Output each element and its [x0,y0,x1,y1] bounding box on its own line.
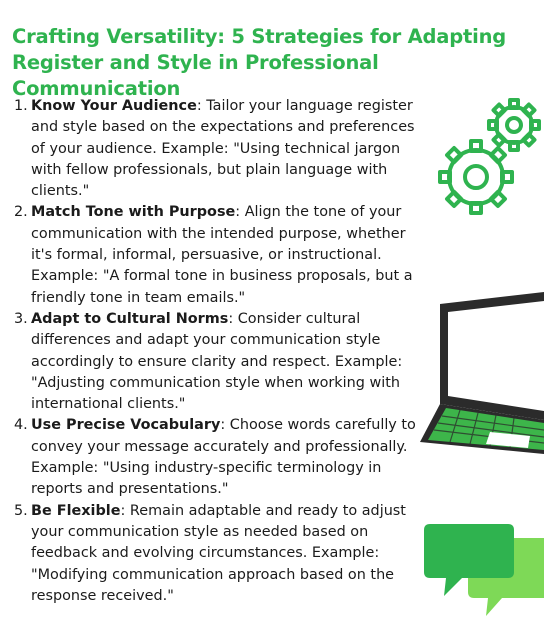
strategy-item-1 [14,96,426,202]
item-body [31,202,426,308]
item-body [31,96,426,202]
item-heading: Use Precise Vocabulary [31,417,221,434]
item-text: : Consider cultural differences and adapt your communication style accordingly to ensure clarity and respect. Example: "Adjusting communication style when working with international clients." [31,310,403,413]
item-text: : Choose words carefully to convey your message accurately and professionally. Example: "Using industry-specific terminology in reports and presentations." [31,417,416,498]
strategy-item-3 [14,309,426,415]
item-text: : Align the tone of your communication with the intended purpose, whether it's formal, informal, persuasive, or instructional. Example: "A formal tone in business proposals, but a friendly tone in team emails." [31,204,413,306]
item-number: 2. [14,204,28,221]
item-body [31,501,426,607]
strategy-item-5 [14,501,426,607]
item-heading: Match Tone with Purpose [31,204,236,221]
item-body [31,415,426,500]
item-heading: Be Flexible [31,502,121,519]
item-heading: Adapt to Cultural Norms [31,310,229,327]
item-heading: Know Your Audience [31,98,197,114]
item-number: 4. [14,417,28,434]
item-text: : Tailor your language register and style based on the expectations and preferences of your audience. Example: "Using technical jargon with fellow professionals, but plain language with clients." [31,98,415,200]
gears-icon [430,95,544,220]
item-number: 5. [14,502,28,519]
strategy-item-2 [14,202,426,308]
item-text: : Remain adaptable and ready to adjust your communication style as needed based on feedback and evolving circumstances. Example: "Modifying communication approach based on the response received." [31,502,406,604]
title-line-2: Register and Style in Professional Communication [12,51,379,100]
laptop-icon [420,292,544,454]
strategy-item-4 [14,415,426,500]
page-title [12,24,537,102]
item-number: 1. [14,98,28,114]
chat-bubbles-icon [424,522,544,633]
strategy-list [14,96,426,607]
item-number: 3. [14,310,28,327]
item-body [31,309,426,415]
title-line-1: Crafting Versatility: 5 Strategies for Adapting [12,25,507,48]
